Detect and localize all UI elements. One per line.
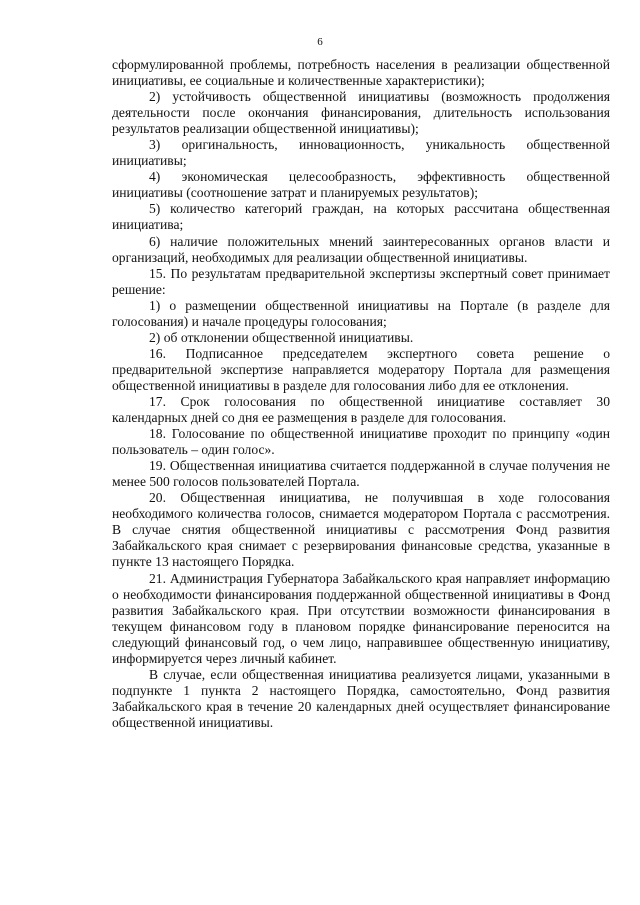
paragraph-clause-17: 17. Срок голосования по общественной инициативе составляет 30 календарных дней со дня ее размещения в разделе для голосования. [112, 393, 610, 426]
document-body [112, 57, 610, 731]
paragraph-decision-2: 2) об отклонении общественной инициативы. [149, 329, 414, 345]
paragraph-clause-18: 18. Голосование по общественной инициативе проходит по принципу «один пользователь – один голос». [112, 426, 610, 458]
paragraph-self-implementation: В случае, если общественная инициатива реализуется лицами, указанными в подпункте 1 пункта 2 настоящего Порядка, самостоятельно, Фонд развития Забайкальского края в течение 20 календарных дней осуществляет финансирование общественной инициативы. [112, 666, 610, 730]
paragraph-criteria-1-continued: сформулированной проблемы, потребность населения в реализации общественной инициативы, ее социальные и количественные характеристики); [112, 57, 610, 89]
paragraph-clause-16: 16. Подписанное председателем экспертного совета решение о предварительной экспертизе направляется модератору Портала для размещения общественной инициативы в разделе для голосования либо для ее отклонения. [112, 345, 610, 393]
paragraph-criteria-5: 5) количество категорий граждан, на которых рассчитана общественная инициатива; [112, 201, 610, 233]
paragraph-clause-15: 15. По результатам предварительной экспертизы экспертный совет принимает решение: [112, 265, 610, 297]
paragraph-criteria-2: 2) устойчивость общественной инициативы (возможность продолжения деятельности после окончания финансирования, длительность использования результатов реализации общественной инициативы); [112, 89, 610, 137]
paragraph-decision-1: 1) о размещении общественной инициативы на Портале (в разделе для голосования) и начале процедуры голосования; [112, 297, 610, 329]
paragraph-criteria-3: 3) оригинальность, инновационность, уникальность общественной инициативы; [112, 137, 610, 169]
paragraph-criteria-6: 6) наличие положительных мнений заинтересованных органов власти и организаций, необходимых для реализации общественной инициативы. [112, 233, 610, 265]
paragraph-clause-20: 20. Общественная инициатива, не получившая в ходе голосования необходимого количества голосов, снимается модератором Портала с рассмотрения. В случае снятия общественной инициативы с рассмотрения Фонд развития Забайкальского края снимает с резервирования финансовые средства, указанные в пункте 13 настоящего Порядка. [112, 490, 610, 570]
paragraph-criteria-4: 4) экономическая целесообразность, эффективность общественной инициативы (соотношение затрат и планируемых результатов); [112, 169, 610, 201]
paragraph-clause-21: 21. Администрация Губернатора Забайкальского края направляет информацию о необходимости финансирования поддержанной общественной инициативы в Фонд развития Забайкальского края. При отсутствии возможности финансирования в текущем финансовом году в плановом порядке финансирование переносится на следующий финансовый год, о чем лицо, направившее общественную инициативу, информируется через личный кабинет. [112, 570, 610, 666]
paragraph-clause-19: 19. Общественная инициатива считается поддержанной в случае получения не менее 500 голосов пользователей Портала. [112, 458, 610, 490]
page-number: 6 [317, 36, 323, 48]
